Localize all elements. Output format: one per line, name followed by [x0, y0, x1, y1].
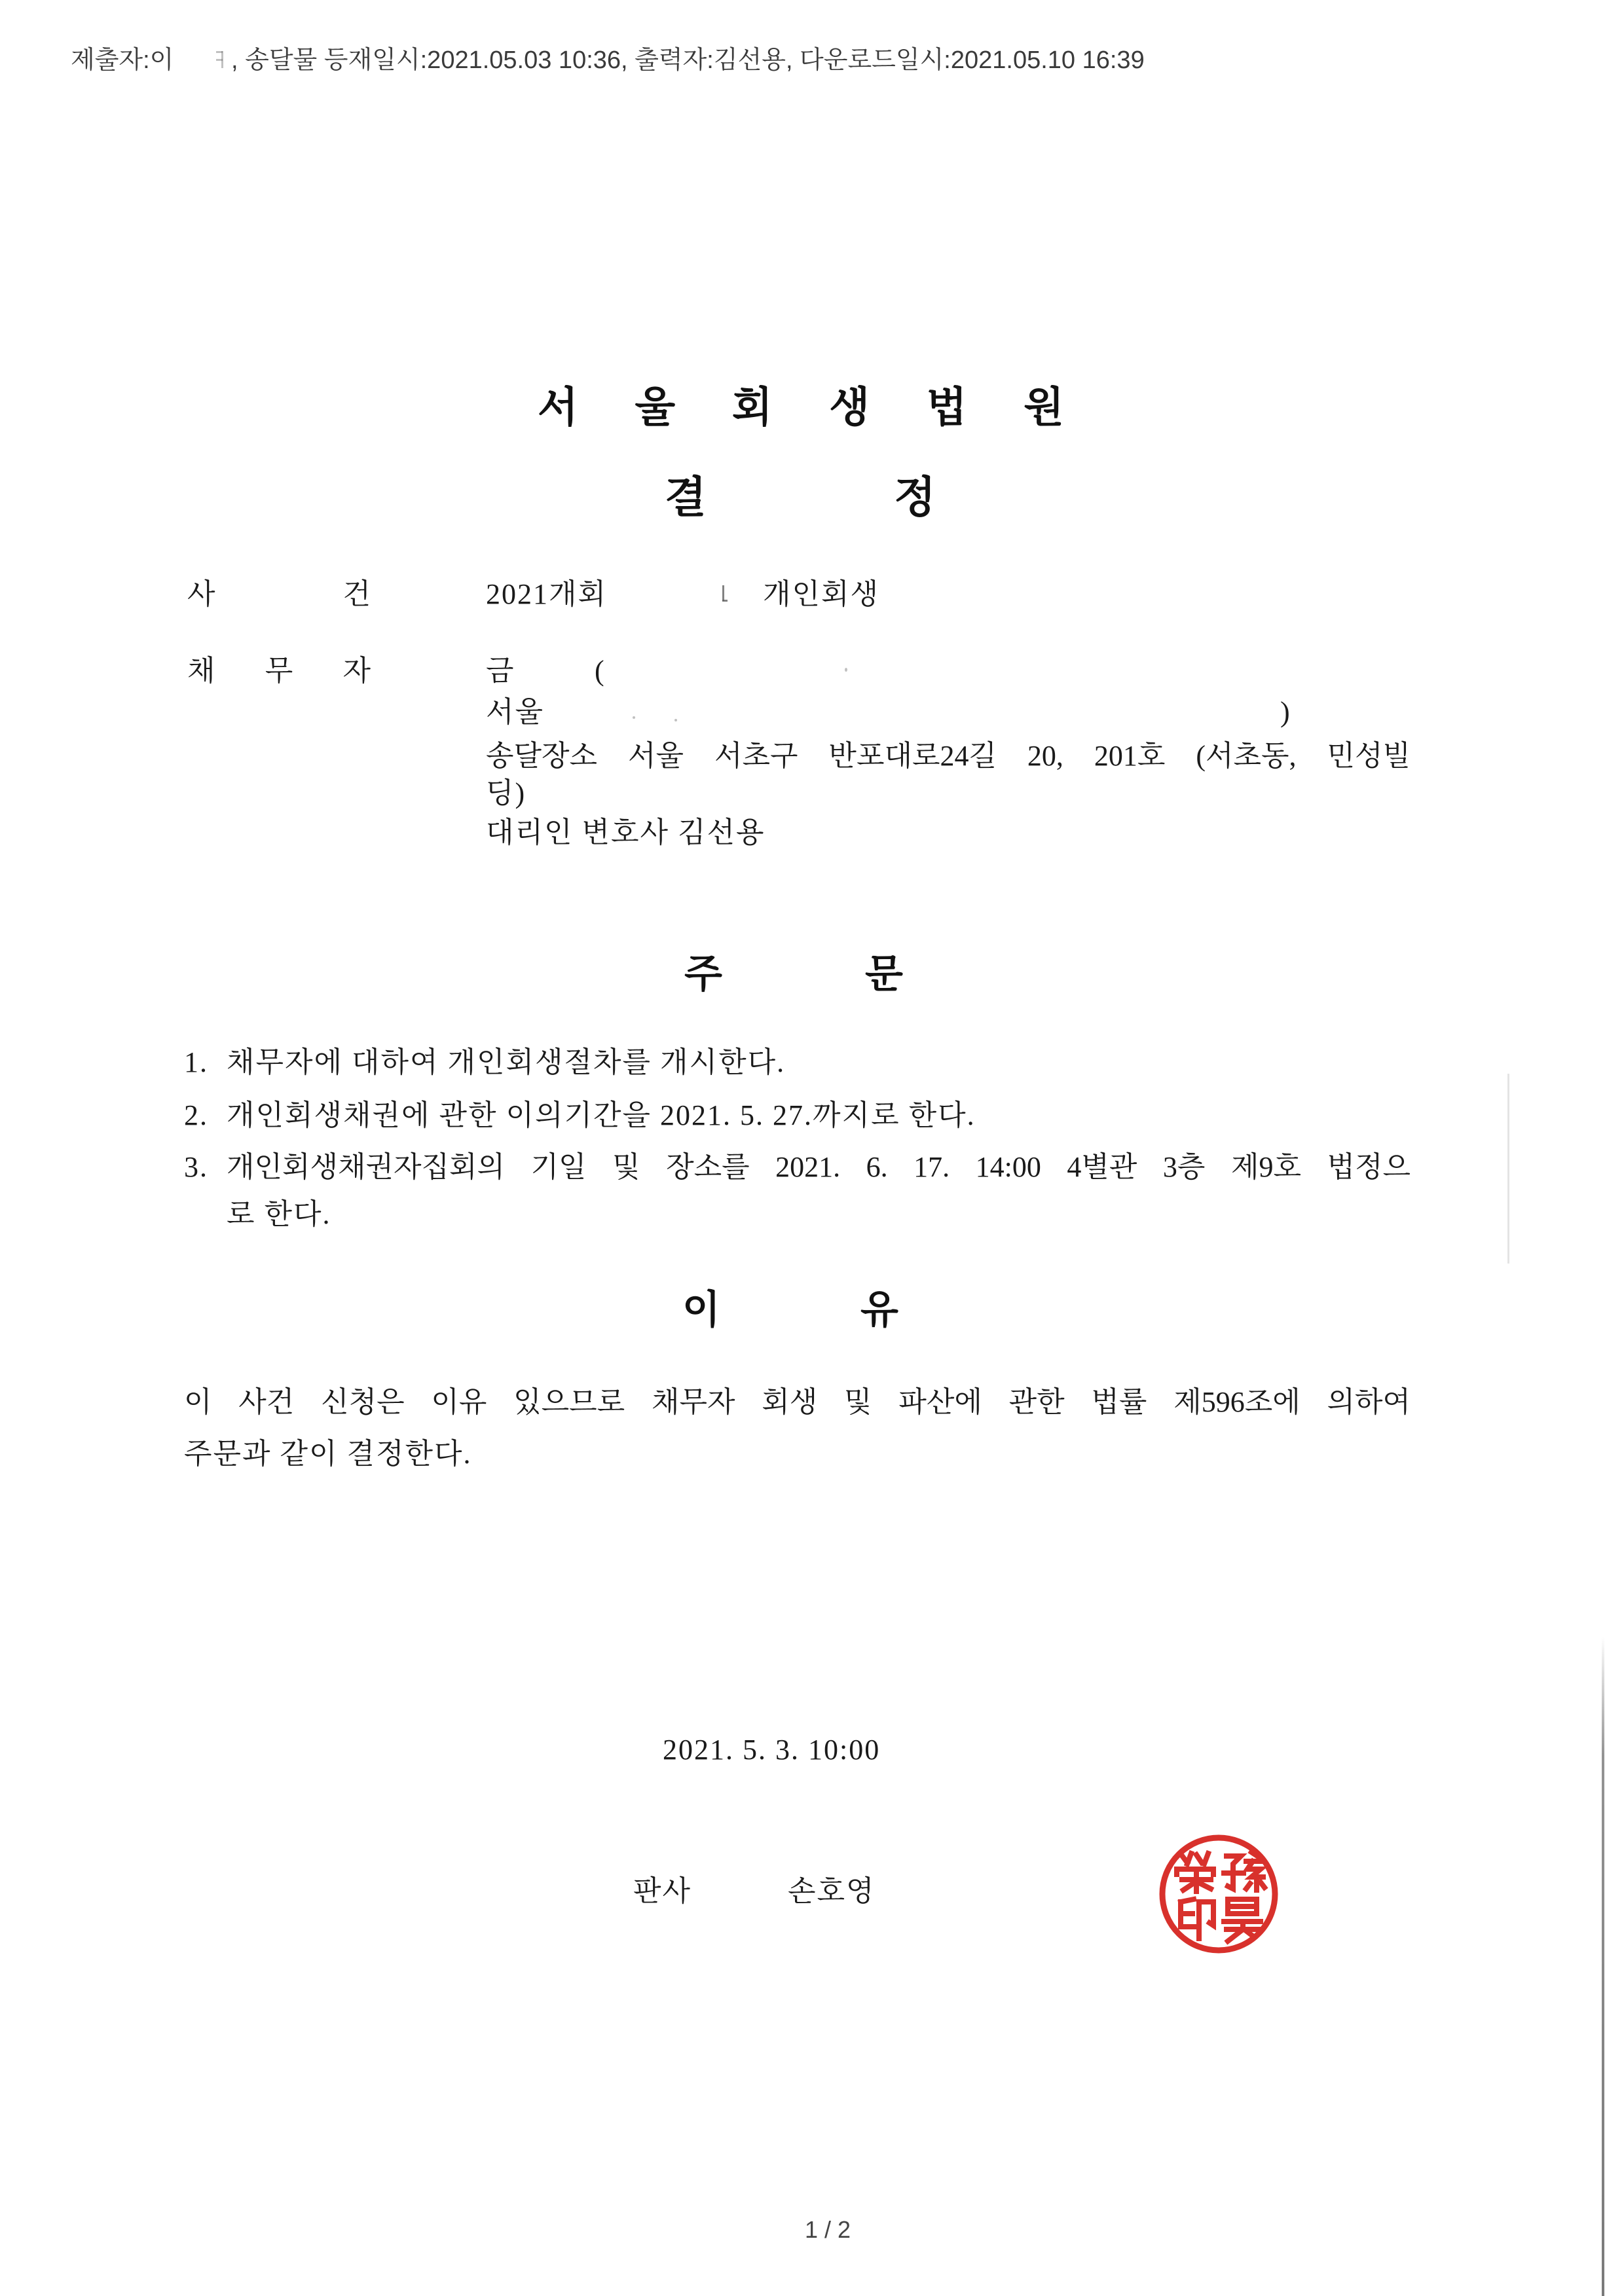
order-item-text: 채무자에 대하여 개인회생절차를 개시한다. [227, 1046, 786, 1078]
redaction-remnant [720, 585, 728, 604]
order-item-text: 개인회생채권에 관한 이의기간을 2021. 5. 27.까지로 한다. [227, 1099, 976, 1131]
order-item-number: 3. [184, 1151, 208, 1183]
header-metadata: , 송달물 등재일시:2021.05.03 10:36, 출력자:김선용, 다운로드일시:2021.05.10 16:39 [231, 46, 1145, 74]
decision-date: 2021. 5. 3. 10:00 [663, 1734, 881, 1766]
scan-speck [633, 716, 635, 719]
page-number: 1 / 2 [804, 2216, 851, 2243]
redaction-remnant [216, 48, 227, 71]
debtor-close-paren: ) [1280, 696, 1291, 728]
scan-smudge [1507, 1074, 1509, 1264]
header-submitter: 제출자:이 [71, 46, 174, 74]
service-address-label: 송달장소 [486, 740, 598, 772]
service-address-line [486, 737, 1411, 776]
reason-heading: 이 유 [682, 1287, 898, 1333]
case-number: 2021개회 [486, 578, 608, 610]
debtor-open-paren: ( [595, 655, 606, 687]
order-item-number: 1. [184, 1046, 208, 1078]
scan-edge-line [1602, 1637, 1604, 2296]
debtor-name: 금 [486, 655, 515, 687]
scan-speck [845, 668, 847, 672]
reason-text: 이 사건 신청은 이유 있으므로 채무자 회생 및 파산에 관한 법률 제596조에 의하여 [184, 1386, 1411, 1418]
order-heading: 주 문 [684, 951, 903, 997]
case-type: 개인회생 [763, 578, 880, 610]
service-address-text: 서울 서초구 반포대로24길 20, 201호 (서초동, 민성빌 [627, 740, 1411, 772]
debtor-label: 채 무 자 [187, 655, 371, 687]
court-name: 서 울 회 생 법 원 [538, 384, 1064, 432]
judge-seal [1153, 1829, 1284, 1959]
order-item-text-continuation: 로 한다. [227, 1198, 331, 1230]
case-label: 사 건 [187, 578, 371, 610]
legal-agent: 대리인 변호사 김선용 [486, 816, 766, 848]
order-item-number: 2. [184, 1099, 208, 1131]
service-address-continuation: 딩) [486, 777, 526, 809]
debtor-address: 서울 [486, 696, 545, 728]
reason-text-continuation: 주문과 같이 결정한다. [184, 1438, 472, 1470]
order-item-text: 개인회생채권자집회의 기일 및 장소를 2021. 6. 17. 14:00 4별관 3층 제9호 법정으 [227, 1151, 1411, 1183]
judge-title: 판사 [633, 1875, 692, 1907]
judge-name: 손호영 [788, 1875, 876, 1907]
document-type-title: 결 정 [665, 472, 936, 522]
scan-speck [674, 719, 677, 721]
